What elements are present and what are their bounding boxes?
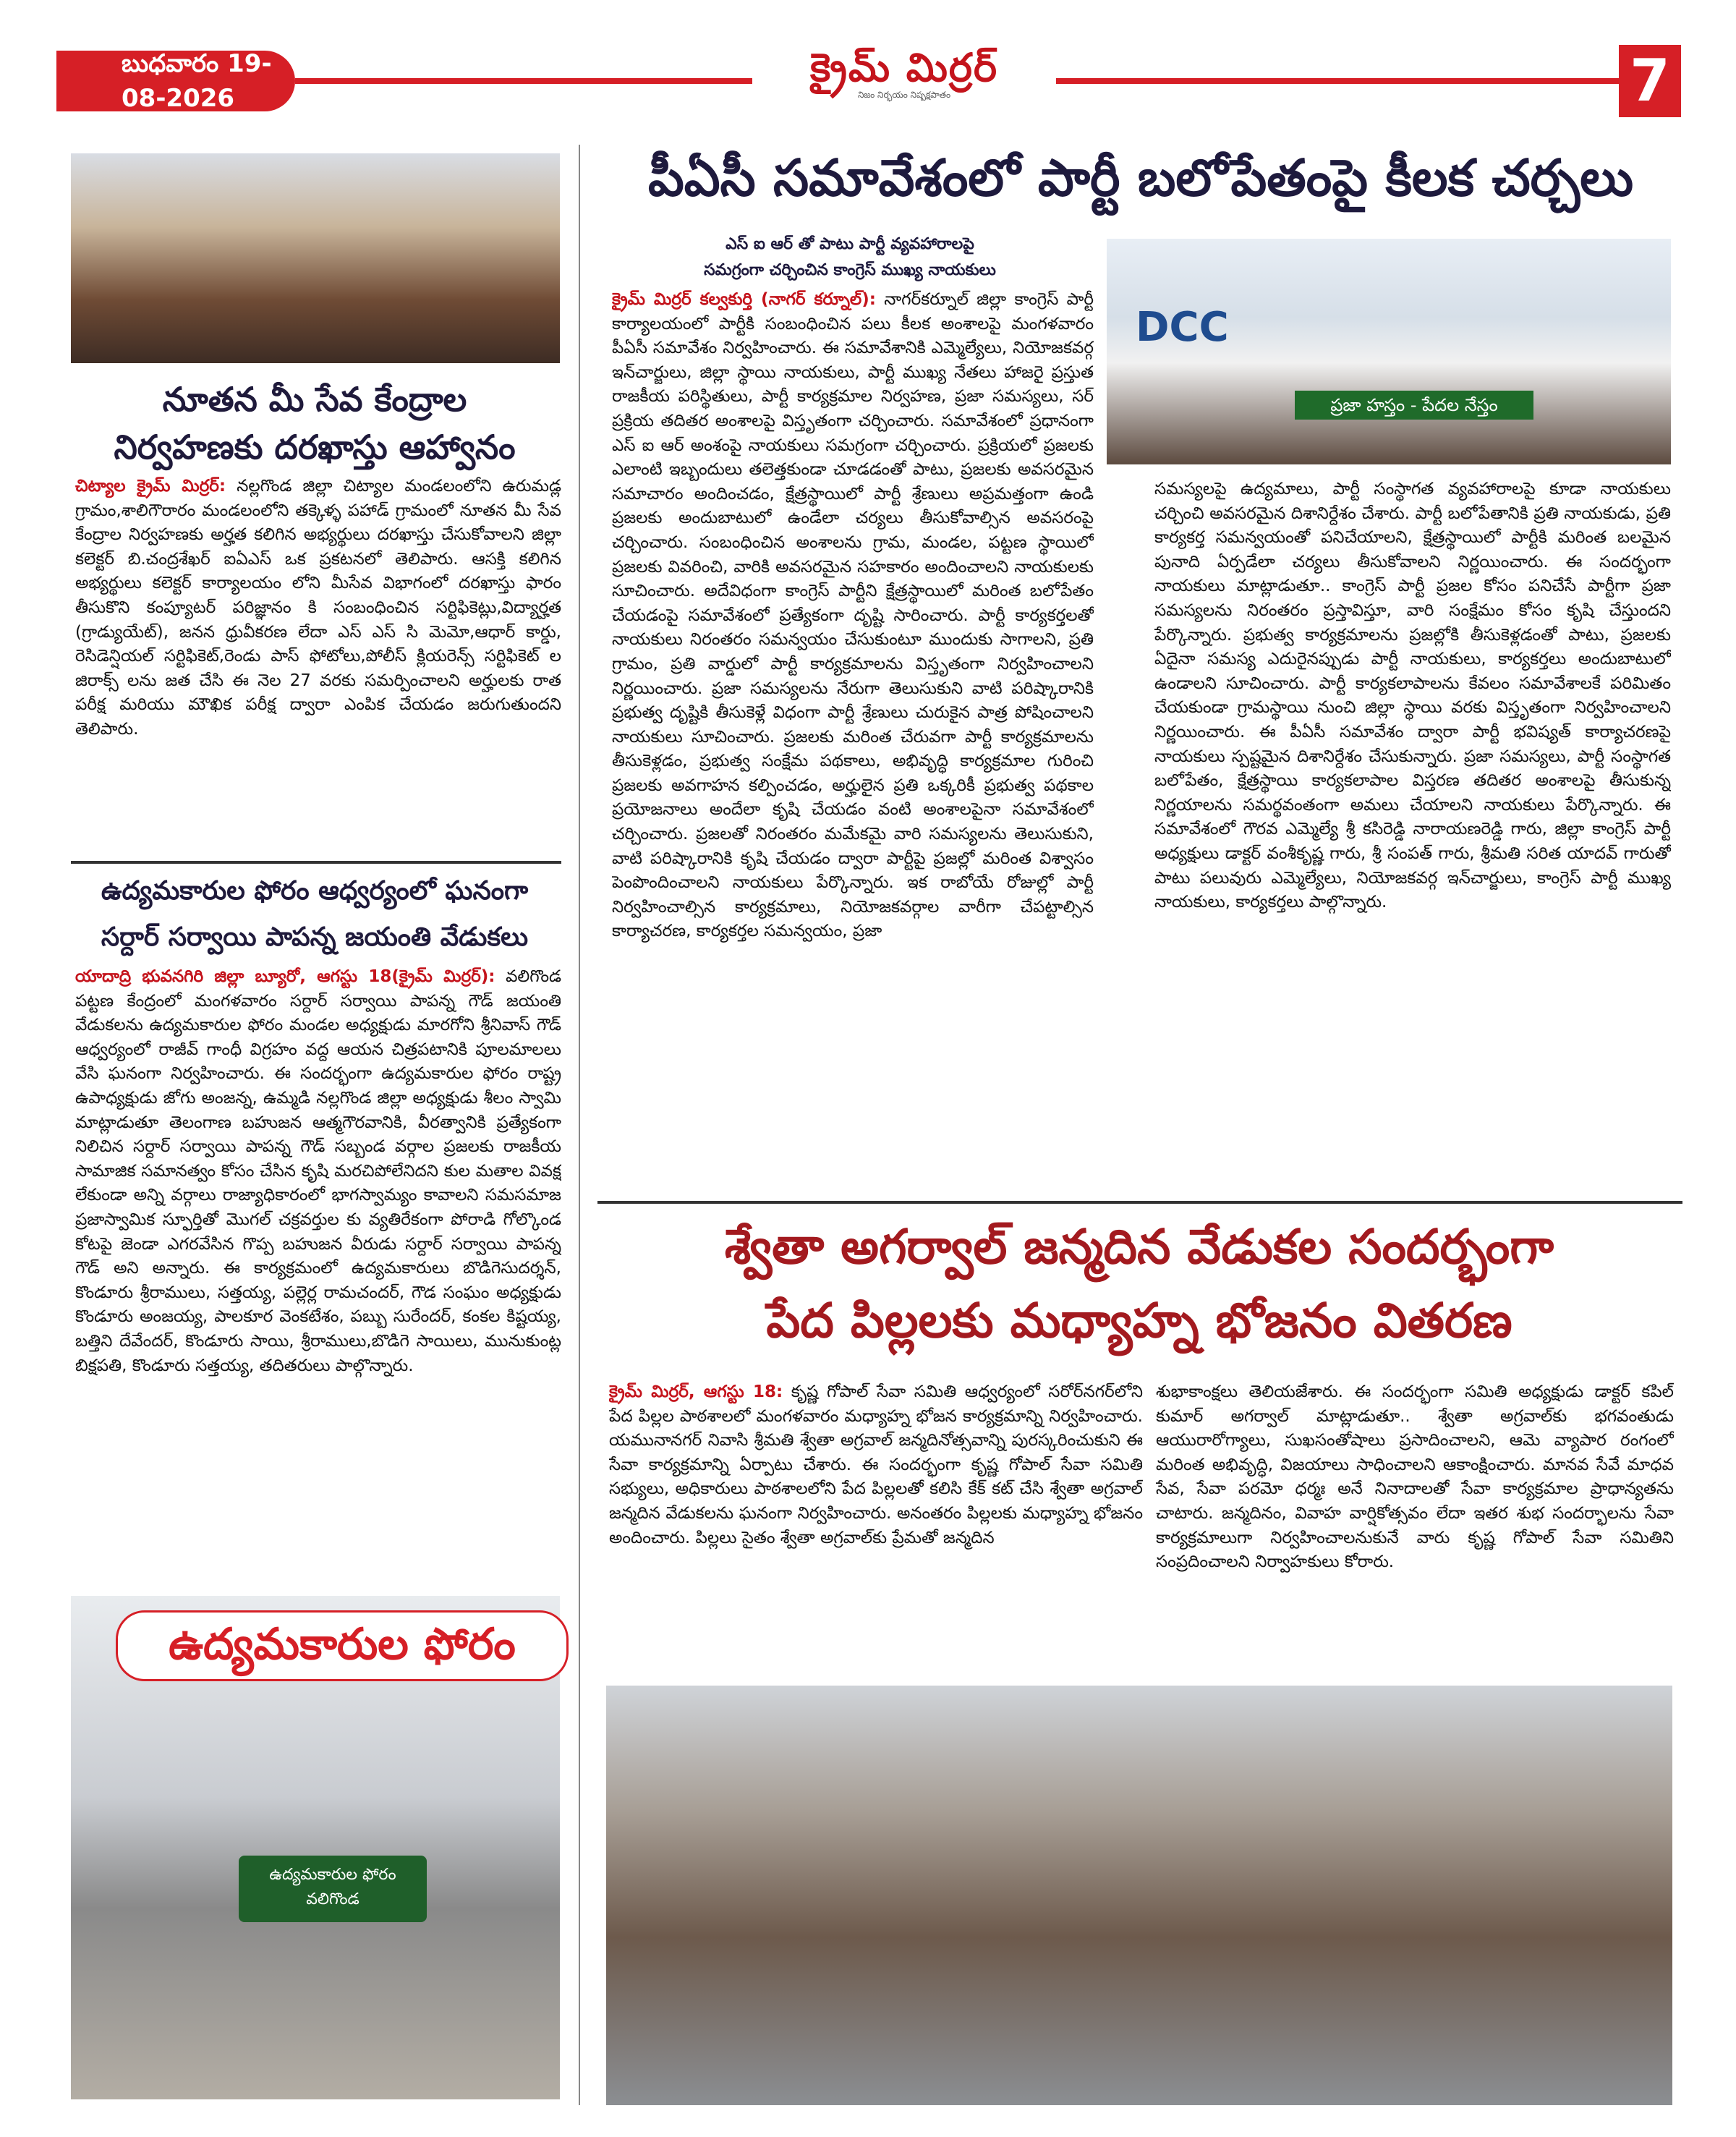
main-separator bbox=[597, 1201, 1682, 1204]
left-separator-1 bbox=[71, 861, 561, 864]
main-col1 bbox=[612, 288, 1094, 1192]
story1-headline-line2: నిర్వహణకు దరఖాస్తు ఆహ్వానం bbox=[114, 428, 516, 467]
story1-headline-line1: నూతన మీ సేవ కేంద్రాల bbox=[162, 380, 467, 419]
meal-distribution-photo bbox=[606, 1686, 1672, 2105]
masthead-title: క్రైమ్ మిర్రర్ bbox=[810, 44, 998, 90]
pac-banner-caption: ప్రజా హస్తం - పేదల నేస్తం bbox=[1295, 391, 1533, 420]
main-col2 bbox=[1154, 477, 1671, 1186]
header-date: బుధవారం 19-08-2026 bbox=[56, 51, 295, 111]
bday-headline-line1: శ్వేతా అగర్వాల్ జన్మదిన వేడుకల సందర్భంగా bbox=[724, 1218, 1554, 1275]
story2-text: వలిగొండ పట్టణ కేంద్రంలో మంగళవారం సర్దార్ సర్వాయి పాపన్న గౌడ్ జయంతి వేడుకలను ఉద్యమకారుల ఫోరం మండల అధ్యక్షుడు మారగోని శ్రీనివాస్ గౌడ్ ఆధ్వర్యంలో రాజీవ్ గాంధీ విగ్రహం వద్ద ఆయన చిత్రపటానికి పూలమాలలు వేసి ఘనంగా నిర్వహించారు. ఈ సందర్భంగా ఉద్యమకారుల ఫోరం రాష్ట్ర ఉపాధ్యక్షుడు జోగు అంజన్న, ఉమ్మడి నల్లగొండ జిల్లా అధ్యక్షుడు శీలం స్వామి మాట్లాడుతూ తెలంగాణ బహుజన ఆత్మగౌరవానికి, వీరత్వానికి ప్రత్యేకంగా నిలిచిన సర్దార్ సర్వాయి పాపన్న గౌడ్ సబ్బండ వర్గాల ప్రజలకు రాజకీయ సామాజిక సమానత్వం కోసం చేసిన కృషి మరచిపోలేనిదని కుల మతాల వివక్ష లేకుండా అన్ని వర్గాలు రాజ్యాధికారంలో భాగస్వామ్యం కావాలని సమసమాజ ప్రజాస్వామిక స్ఫూర్తితో మొగల్ చక్రవర్తుల కు వ్యతిరేకంగా పోరాడి గోల్కొండ కోటపై జెండా ఎగరవేసిన గొప్ప బహుజన వీరుడు సర్దార్ సర్వాయి పాపన్న గౌడ్ అని అన్నారు. ఈ కార్యక్రమంలో ఉద్యమకారులు బొడిగెసుదర్శన్, కొండూరు శ్రీరాములు, సత్తయ్య, పల్లెర్ల రామచందర్, గౌడ సంఘం అధ్యక్షుడు కొండూరు అంజయ్య, పాలకూర వెంకటేశం, పబ్బు సురేందర్, కంకల కిష్టయ్య, బత్తిని దేవేందర్, కొండూరు సాయి, శ్రీరాములు,బొడిగె సాయిలు, మునుకుంట్ల బిక్షపతి, కొండూరు సత్తయ్య, తదితరులు పాల్గొన్నారు. bbox=[75, 967, 561, 1375]
forum-sign-line2: వలిగొండ bbox=[306, 1890, 359, 1908]
masthead-logo bbox=[752, 42, 1056, 107]
main-subhead-line1: ఎస్ ఐ ఆర్ తో పాటు పార్టీ వ్యవహారాలపై bbox=[726, 235, 974, 253]
story2-headline-line2: సర్దార్ సర్వాయి పాపన్న జయంతి వేడుకలు bbox=[101, 922, 529, 952]
story1-dateline: చిట్యాల క్రైమ్ మిర్రర్: bbox=[75, 477, 226, 496]
main-col2-text: సమస్యలపై ఉద్యమాలు, పార్టీ సంస్థాగత వ్యవహారాలపై కూడా నాయకులు చర్చించి అవసరమైన దిశానిర్దేశం చేశారు. పార్టీ బలోపేతానికి ప్రతి నాయకుడు, ప్రతి కార్యకర్త సమన్వయంతో పనిచేయాలని, క్షేత్రస్థాయిలో పార్టీకి మరింత బలమైన పునాది ఏర్పడేలా చర్యలు తీసుకోవాలని నిర్ణయించారు. ఈ సందర్భంగా నాయకులు మాట్లాడుతూ.. కాంగ్రెస్ పార్టీ ప్రజల కోసం పనిచేసే పార్టీగా ప్రజా సమస్యలను నిరంతరం ప్రస్తావిస్తూ, వారి సంక్షేమం కోసం కృషి చేస్తుందని పేర్కొన్నారు. ప్రభుత్వ కార్యక్రమాలను ప్రజల్లోకి తీసుకెళ్లడంతో పాటు, ప్రజలకు ఏదైనా సమస్య ఎదురైనప్పుడు పార్టీ నాయకులు, కార్యకర్తలు అందుబాటులో ఉండాలని సూచించారు. పార్టీ కార్యకలాపాలను కేవలం సమావేశాలకే పరిమితం చేయకుండా గ్రామస్థాయి నుంచి జిల్లా స్థాయి వరకు విస్తృతంగా నిర్వహించాలని నిర్ణయించారు. ఈ పీఏసీ సమావేశం ద్వారా పార్టీ భవిష్యత్ కార్యాచరణపై నాయకులు స్పష్టమైన దిశానిర్దేశం చేసుకున్నారు. ప్రజా సమస్యలు, పార్టీ సంస్థాగత బలోపేతం, క్షేత్రస్థాయి కార్యకలాపాల విస్తరణ తదితర అంశాలపై తీసుకున్న నిర్ణయాలను సమర్థవంతంగా అమలు చేయాలని నాయకులు పేర్కొన్నారు. ఈ సమావేశంలో గౌరవ ఎమ్మెల్యే శ్రీ కసిరెడ్డి నారాయణరెడ్డి గారు, జిల్లా కాంగ్రెస్ పార్టీ అధ్యక్షులు డాక్టర్ వంశీకృష్ణ గారు, శ్రీ సంపత్ గారు, శ్రీమతి సరిత యాదవ్ గారుతో పాటు పలువురు ఎమ్మెల్యేలు, నియోజకవర్గ ఇన్‌చార్జులు, కాంగ్రెస్ పార్టీ ముఖ్య నాయకులు, కార్యకర్తలు పాల్గొన్నారు. bbox=[1154, 480, 1671, 912]
forum-sign-line1: ఉద్యమకారుల ఫోరం bbox=[269, 1866, 396, 1884]
pac-meeting-photo bbox=[1107, 239, 1671, 464]
story2-body bbox=[75, 965, 561, 1587]
story2-dateline: యాదాద్రి భువనగిరి జిల్లా బ్యూరో, ఆగస్టు 18(క్రైమ్ మిర్రర్): bbox=[75, 967, 495, 986]
bday-col2 bbox=[1156, 1380, 1674, 1706]
masthead-tagline: నిజం నిర్భయం నిష్పక్షపాతం bbox=[857, 90, 951, 100]
main-subhead bbox=[615, 231, 1085, 284]
bday-col1 bbox=[609, 1380, 1143, 1706]
bday-col2-text: శుభాకాంక్షలు తెలియజేశారు. ఈ సందర్భంగా సమితి అధ్యక్షుడు డాక్టర్ కపిల్ కుమార్ అగర్వాల్ మాట్లాడుతూ.. శ్వేతా అగ్రవాల్‌కు భగవంతుడు ఆయురారోగ్యాలు, సుఖసంతోషాలు ప్రసాదించాలని, ఆమె వ్యాపార రంగంలో మరింత అభివృద్ధి, విజయాలు సాధించాలని ఆకాంక్షించారు. మానవ సేవే మాధవ సేవ, సేవా పరమో ధర్మః అనే నినాదాలతో సేవా కార్యక్రమాల ప్రాధాన్యతను చాటారు. జన్మదినం, వివాహ వార్షికోత్సవం లేదా ఇతర శుభ సందర్భాలను సేవా కార్యక్రమాలుగా నిర్వహించాలనుకునే వారు కృష్ణ గోపాల్ సేవా సమితిని సంప్రదించాలని నిర్వాహకులు కోరారు. bbox=[1156, 1382, 1674, 1572]
story2-headline-line1: ఉద్యమకారుల ఫోరం ఆధ్వర్యంలో ఘనంగా bbox=[101, 875, 529, 906]
meeseva-group-photo bbox=[71, 153, 560, 363]
main-col1-text: నాగర్‌కర్నూల్ జిల్లా కాంగ్రెస్ పార్టీ కార్యాలయంలో పార్టీకి సంబంధించిన పలు కీలక అంశాలపై మంగళవారం పీఏసీ సమావేశం నిర్వహించారు. ఈ సమావేశానికి ఎమ్మెల్యేలు, నియోజకవర్గ ఇన్‌చార్జులు, జిల్లా స్థాయి నాయకులు, పార్టీ ముఖ్య నేతలు హాజరై ప్రస్తుత రాజకీయ పరిస్థితులు, పార్టీ కార్యక్రమాల నిర్వహణ, ప్రజా సమస్యలు, సర్ ప్రక్రియ తదితర అంశాలపై విస్తృతంగా చర్చించారు. సమావేశంలో ప్రధానంగా ఎస్ ఐ ఆర్ అంశంపై నాయకులు సమగ్రంగా చర్చించారు. ప్రక్రియలో ప్రజలకు ఎలాంటి ఇబ్బందులు తలెత్తకుండా చూడడంతో పాటు, ప్రజలకు అవసరమైన సమాచారం అందించడం, క్షేత్రస్థాయిలో పార్టీ శ్రేణులు అప్రమత్తంగా ఉండి ప్రజలకు అందుబాటులో ఉండేలా చర్యలు తీసుకోవాల్సిన అవసరంపై చర్చించారు. సంబంధించిన అంశాలను గ్రామ, మండల, పట్టణ స్థాయిలో ప్రజలకు వివరించి, వారికి అవసరమైన సహకారం అందించాలని నాయకులకు సూచించారు. అదేవిధంగా కాంగ్రెస్ పార్టీని క్షేత్రస్థాయిలో మరింత బలోపేతం చేయడంపై సమావేశంలో ప్రత్యేకంగా దృష్టి సారించారు. పార్టీ కార్యకర్తలతో నాయకులు నిరంతరం సమన్వయం చేసుకుంటూ ముందుకు సాగాలని, ప్రతి గ్రామం, ప్రతి వార్డులో పార్టీ కార్యక్రమాలను విస్తృతంగా నిర్వహించాలని నిర్ణయించారు. ప్రజా సమస్యలను నేరుగా తెలుసుకుని వాటి పరిష్కారానికి ప్రభుత్వ దృష్టికి తీసుకెళ్లే విధంగా పార్టీ శ్రేణులు చురుకైన పాత్ర పోషించాలని నాయకులు సూచించారు. ప్రజలకు మరింత చేరువగా పార్టీ కార్యక్రమాలను తీసుకెళ్లడం, ప్రభుత్వ సంక్షేమ పథకాలు, అభివృద్ధి కార్యక్రమాల గురించి ప్రజలకు అవగాహన కల్పించడం, అర్హులైన ప్రతి ఒక్కరికీ ప్రభుత్వ పథకాల ప్రయోజనాలు అందేలా కృషి చేయడం వంటి అంశాలపైనా సమావేశంలో చర్చించారు. ప్రజలతో నిరంతరం మమేకమై వారి సమస్యలను తెలుసుకుని, వాటి పరిష్కారానికి కృషి చేయడం ద్వారా పార్టీపై ప్రజల్లో మరింత విశ్వాసం పెంపొందించాలని నాయకులు పేర్కొన్నారు. ఇక రాబోయే రోజుల్లో పార్టీ నిర్వహించాల్సిన కార్యక్రమాలు, నియోజకవర్గాల వారీగా చేపట్టాల్సిన కార్యాచరణ, కార్యకర్తల సమన్వయం, ప్రజా bbox=[612, 290, 1094, 941]
main-headline: పీఏసీ సమావేశంలో పార్టీ బలోపేతంపై కీలక చర్చలు bbox=[647, 148, 1634, 208]
bday-col1-text: కృష్ణ గోపాల్ సేవా సమితి ఆధ్వర్యంలో సరోర్‌నగర్‌లోని పేద పిల్లల పాఠశాలలో మంగళవారం మధ్యాహ్న భోజన కార్యక్రమాన్ని నిర్వహించారు. యమునానగర్ నివాసి శ్రీమతి శ్వేతా అగ్రవాల్ జన్మదినోత్సవాన్ని పురస్కరించుకుని ఈ సేవా కార్యక్రమాన్ని ఏర్పాటు చేశారు. ఈ సందర్భంగా కృష్ణ గోపాల్ సేవా సమితి సభ్యులు, అధికారులు పాఠశాలలోని పేద పిల్లలతో కలిసి కేక్ కట్ చేసి శ్వేతా అగ్రవాల్ జన్మదిన వేడుకలను ఘనంగా నిర్వహించారు. అనంతరం పిల్లలకు మధ్యాహ్న భోజనం అందించారు. పిల్లలు సైతం శ్వేతా అగ్రవాల్‌కు ప్రేమతో జన్మదిన bbox=[609, 1382, 1143, 1547]
bday-headline-line2: పేద పిల్లలకు మధ్యాహ్న భోజనం వితరణ bbox=[766, 1292, 1512, 1348]
forum-sign bbox=[239, 1856, 427, 1922]
main-dateline: క్రైమ్ మిర్రర్ కల్వకుర్తి (నాగర్ కర్నూల్): bbox=[612, 290, 876, 309]
main-subhead-line2: సమగ్రంగా చర్చించిన కాంగ్రెస్ ముఖ్య నాయకులు bbox=[704, 261, 996, 279]
bday-dateline: క్రైమ్ మిర్రర్, ఆగస్టు 18: bbox=[609, 1382, 783, 1401]
story1-text: నల్లగొండ జిల్లా చిట్యాల మండలంలోని ఉరుమడ్ల గ్రామం,శాలిగౌరారం మండలంలోని తక్కెళ్ళ పహాడ్ గ్రామంలో నూతన మీ సేవ కేంద్రాల నిర్వహణకు అర్హత కలిగిన అభ్యర్థులు దరఖాస్తు చేసుకోవాలని జిల్లా కలెక్టర్ బి.చంద్రశేఖర్ ఐఏఎస్ ఒక ప్రకటనలో తెలిపారు. ఆసక్తి కలిగిన అభ్యర్థులు కలెక్టర్ కార్యాలయం లోని మీసేవ విభాగంలో దరఖాస్తు ఫారం తీసుకొని కంప్యూటర్ పరిజ్ఞానం కి సంబంధించిన సర్టిఫికెట్లు,విద్యార్హత (గ్రాడ్యుయేట్), జనన ధ్రువీకరణ లేదా ఎస్ ఎస్ సి మెమో,ఆధార్ కార్డు, రెసిడెన్షియల్ సర్టిఫికెట్,రెండు పాస్ ఫోటోలు,పోలీస్ క్లియరెన్స్ సర్టిఫికెట్ ల జిరాక్స్ లను జత చేసి ఈ నెల 27 వరకు సమర్పించాలని అర్హులకు రాత పరీక్ష మరియు మౌఖిక పరీక్ష ద్వారా ఎంపిక చేయడం జరుగుతుందని తెలిపారు. bbox=[75, 477, 561, 739]
column-divider bbox=[579, 145, 580, 2105]
page-number: 7 bbox=[1619, 45, 1681, 117]
forum-banner: ఉద్యమకారుల ఫోరం bbox=[116, 1610, 569, 1681]
pac-banner-text: DCC bbox=[1136, 304, 1229, 351]
